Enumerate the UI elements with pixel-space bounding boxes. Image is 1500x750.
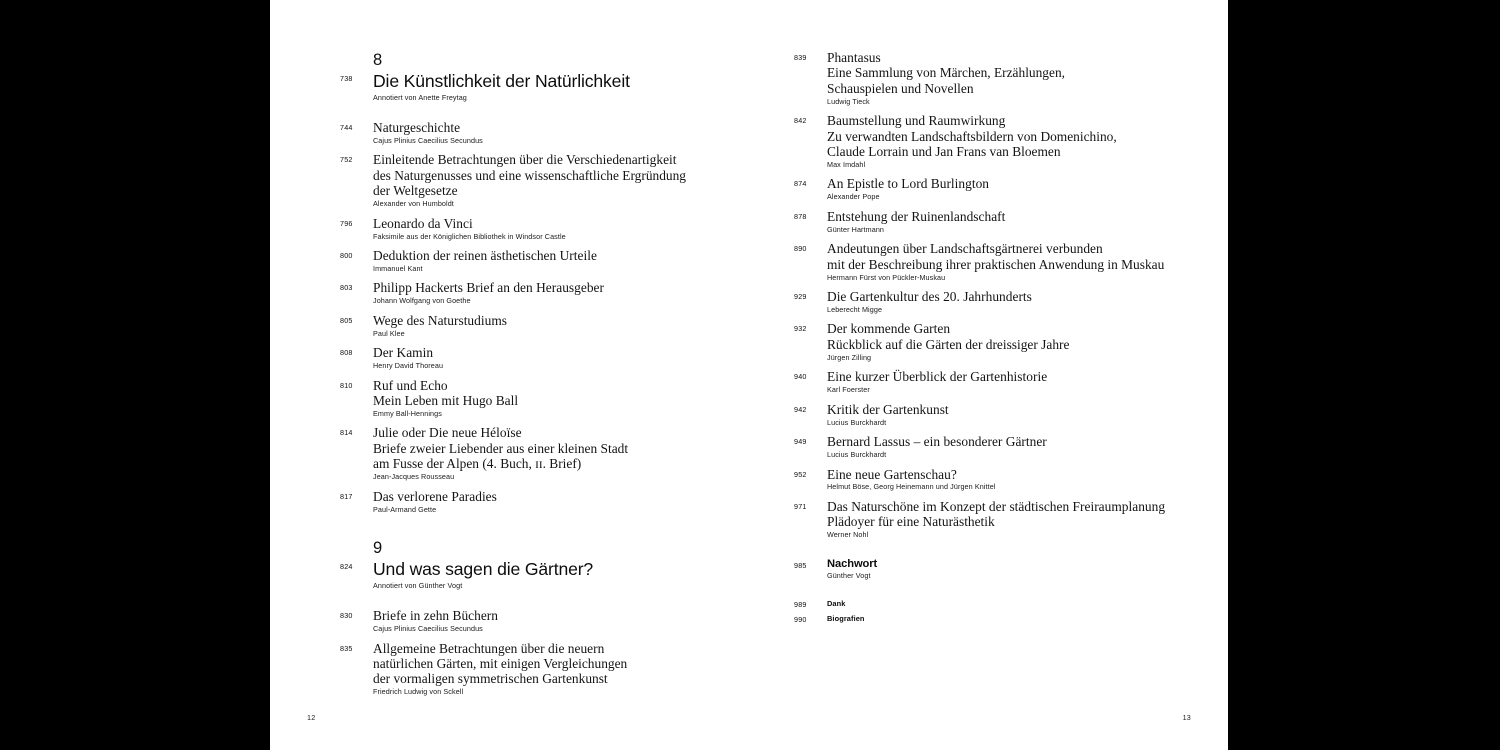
toc-entry[interactable] <box>340 216 720 242</box>
toc-entry-author: Lucius Burckhardt <box>827 450 887 459</box>
toc-entry-author: Max Imdahl <box>827 159 866 169</box>
toc-entry[interactable] <box>340 641 720 698</box>
toc-entry-page-number: 808 <box>340 348 353 358</box>
toc-entry-author: Henry David Thoreau <box>373 361 444 371</box>
toc-entry-title: Briefe in zehn Büchern <box>373 608 498 624</box>
toc-entry-page-number: 874 <box>794 179 807 189</box>
toc-entry-author: Alexander von Humboldt <box>373 199 454 209</box>
toc-entry-subtitle: der vormaligen symmetrischen Gartenkunst <box>373 671 608 687</box>
toc-entry-page-number: 940 <box>794 372 807 382</box>
toc-entry-title: Entstehung der Ruinenlandschaft <box>827 208 1006 224</box>
left-page <box>270 0 749 750</box>
toc-entry-page-number: 878 <box>794 211 807 221</box>
chapter-opener-9[interactable] <box>340 538 720 591</box>
toc-entry-subtitle: Briefe zweier Liebender aus einer kleinen Stadt <box>373 440 629 456</box>
toc-entry[interactable] <box>794 369 1194 395</box>
toc-entry-author: Günter Hartmann <box>827 224 885 234</box>
toc-entry-author: Immanuel Kant <box>373 263 423 273</box>
toc-entry-subtitle: Eine Sammlung von Märchen, Erzählungen, <box>827 65 1065 81</box>
toc-entry-page-number: 890 <box>794 244 807 254</box>
toc-entry[interactable] <box>340 425 720 482</box>
left-toc-entry-list <box>340 120 720 515</box>
toc-entry-subtitle: Schauspielen und Novellen <box>827 80 974 96</box>
toc-entry-subtitle: Claude Lorrain und Jan Frans van Bloemen <box>827 144 1061 160</box>
toc-entry-author: Cajus Plinius Caecilius Secundus <box>373 624 483 633</box>
toc-entry-title: Philipp Hackerts Brief an den Herausgeber <box>373 280 604 296</box>
section-spacer <box>340 521 720 538</box>
toc-entry-subtitle: Zu verwandten Landschaftsbildern von Domenichino, <box>827 128 1117 144</box>
backmatter-title: Dank <box>827 599 846 609</box>
toc-entry-subtitle: Rückblick auf die Gärten der dreissiger Jahre <box>827 336 1070 352</box>
left-toc-entry-list-2 <box>340 608 720 697</box>
toc-entry-page-number: 949 <box>794 437 807 447</box>
toc-entry-author: Helmut Böse, Georg Heinemann und Jürgen Knittel <box>827 482 996 492</box>
toc-entry-title: Phantasus <box>827 50 881 65</box>
toc-entry-page-number: 971 <box>794 501 807 511</box>
toc-entry-page-number: 929 <box>794 292 807 302</box>
toc-entry[interactable] <box>794 241 1194 282</box>
toc-entry-author: Karl Foerster <box>827 385 870 395</box>
toc-entry[interactable] <box>340 152 720 209</box>
chapter-page-number: 738 <box>340 74 353 83</box>
toc-entry-author: Leberecht Migge <box>827 304 883 314</box>
backmatter-author: Günther Vogt <box>827 571 871 581</box>
toc-entry-page-number: 817 <box>340 491 353 501</box>
toc-entry-page-number: 800 <box>340 251 353 261</box>
toc-entry-title: Einleitende Betrachtungen über die Verschiedenartigkeit <box>373 152 677 168</box>
toc-entry-title: Das verlorene Paradies <box>373 488 497 504</box>
toc-entry[interactable] <box>340 345 720 371</box>
toc-entry-title: Bernard Lassus – ein besonderer Gärtner <box>827 434 1047 450</box>
page-folio-right: 13 <box>1182 713 1191 722</box>
book-spread <box>270 0 1228 750</box>
backmatter-entry[interactable] <box>794 614 1194 624</box>
backmatter-page-number: 985 <box>794 560 807 570</box>
toc-entry[interactable] <box>794 434 1194 460</box>
toc-entry-author: Faksimile aus der Königlichen Bibliothek in Windsor Castle <box>373 231 566 241</box>
toc-entry-page-number: 942 <box>794 404 807 414</box>
toc-entry[interactable] <box>794 50 1194 107</box>
toc-entry-page-number: 814 <box>340 428 353 438</box>
toc-entry-author: Lucius Burckhardt <box>827 417 887 427</box>
toc-entry-author: Johann Wolfgang von Goethe <box>373 296 471 306</box>
toc-entry-title: Wege des Naturstudiums <box>373 312 507 328</box>
toc-entry-author: Alexander Pope <box>827 192 880 202</box>
backmatter-entry[interactable] <box>794 558 1194 582</box>
toc-entry-page-number: 835 <box>340 643 353 653</box>
toc-entry-title: Der kommende Garten <box>827 321 951 337</box>
toc-entry-subtitle: am Fusse der Alpen (4. Buch, ɪɪ. Brief) <box>373 456 582 472</box>
right-page-column <box>794 50 1194 629</box>
backmatter-list <box>794 558 1194 625</box>
section-spacer <box>794 547 1194 558</box>
toc-entry-page-number: 842 <box>794 116 807 126</box>
toc-entry-title: Julie oder Die neue Héloïse <box>373 425 522 441</box>
toc-entry-subtitle: natürlichen Gärten, mit einigen Vergleichungen <box>373 655 628 671</box>
chapter-annotation: Annotiert von Anette Freytag <box>373 93 467 102</box>
toc-entry-page-number: 752 <box>340 155 353 165</box>
page-folio-left: 12 <box>307 713 316 722</box>
chapter-annotation: Annotiert von Günther Vogt <box>373 581 463 591</box>
toc-entry-author: Werner Nohl <box>827 530 869 540</box>
backmatter-title: Nachwort <box>827 557 878 570</box>
chapter-number: 8 <box>373 51 383 69</box>
chapter-opener-8[interactable] <box>340 50 720 103</box>
toc-entry[interactable] <box>340 489 720 515</box>
toc-entry-title: Ruf und Echo <box>373 377 448 393</box>
toc-entry-page-number: 839 <box>794 53 807 62</box>
backmatter-title: Biografien <box>827 614 865 624</box>
toc-entry[interactable] <box>794 321 1194 362</box>
toc-entry[interactable] <box>794 289 1194 315</box>
chapter-page-number: 824 <box>340 562 353 572</box>
toc-entry-title: Eine neue Gartenschau? <box>827 466 957 482</box>
toc-entry-title: Naturgeschichte <box>373 120 461 135</box>
toc-entry[interactable] <box>340 378 720 419</box>
toc-entry-title: Der Kamin <box>373 345 434 361</box>
toc-entry-page-number: 932 <box>794 324 807 334</box>
chapter-title: Und was sagen die Gärtner? <box>373 559 594 580</box>
toc-entry-author: Hermann Fürst von Pückler-Muskau <box>827 272 946 282</box>
toc-entry-author: Ludwig Tieck <box>827 96 870 106</box>
toc-entry-title: Eine kurzer Überblick der Gartenhistorie <box>827 369 1048 385</box>
right-toc-entry-list <box>794 50 1194 540</box>
toc-entry-subtitle: der Weltgesetze <box>373 183 458 199</box>
toc-entry-page-number: 810 <box>340 380 353 390</box>
toc-entry-author: Paul-Armand Gette <box>373 504 437 514</box>
toc-entry[interactable] <box>794 176 1194 202</box>
backmatter-page-number: 990 <box>794 615 807 625</box>
toc-entry-subtitle: Mein Leben mit Hugo Ball <box>373 393 519 409</box>
backmatter-entry[interactable] <box>794 599 1194 609</box>
chapter-title: Die Künstlichkeit der Natürlichkeit <box>373 71 630 91</box>
toc-entry-page-number: 803 <box>340 283 353 293</box>
toc-entry[interactable] <box>794 209 1194 235</box>
toc-entry-title: Leonardo da Vinci <box>373 215 473 231</box>
toc-entry-page-number: 796 <box>340 218 353 228</box>
toc-entry-page-number: 744 <box>340 123 353 132</box>
toc-entry-title: Andeutungen über Landschaftsgärtnerei verbunden <box>827 241 1103 257</box>
toc-entry-title: Kritik der Gartenkunst <box>827 401 949 417</box>
toc-entry[interactable] <box>340 248 720 274</box>
toc-entry-subtitle: Plädoyer für eine Naturästhetik <box>827 514 995 530</box>
chapter-number: 9 <box>373 539 383 558</box>
toc-entry-subtitle: des Naturgenusses und eine wissenschaftliche Ergründung <box>373 167 686 183</box>
toc-entry-author: Friedrich Ludwig von Sckell <box>373 687 464 697</box>
toc-entry[interactable] <box>794 467 1194 493</box>
toc-entry[interactable] <box>794 402 1194 428</box>
toc-entry[interactable] <box>340 280 720 306</box>
toc-entry-title: Die Gartenkultur des 20. Jahrhunderts <box>827 289 1032 305</box>
toc-entry-page-number: 805 <box>340 315 353 325</box>
toc-entry-author: Emmy Ball-Hennings <box>373 408 442 418</box>
backmatter-page-number: 989 <box>794 600 807 610</box>
toc-entry-author: Jean-Jacques Rousseau <box>373 472 455 482</box>
toc-entry-title: Deduktion der reinen ästhetischen Urteile <box>373 248 597 264</box>
left-page-column <box>340 50 720 704</box>
right-page <box>749 0 1228 750</box>
toc-entry-title: An Epistle to Lord Burlington <box>827 176 989 192</box>
toc-entry[interactable] <box>794 113 1194 170</box>
toc-entry-subtitle: mit der Beschreibung ihrer praktischen Anwendung in Muskau <box>827 256 1165 272</box>
toc-entry-author: Cajus Plinius Caecilius Secundus <box>373 135 483 145</box>
toc-entry-page-number: 952 <box>794 469 807 479</box>
toc-entry-author: Jürgen Zilling <box>827 352 872 362</box>
toc-entry-title: Baumstellung und Raumwirkung <box>827 113 1006 129</box>
toc-entry-page-number: 830 <box>340 611 353 621</box>
toc-entry[interactable] <box>794 499 1194 540</box>
toc-entry-title: Das Naturschöne im Konzept der städtischen Freiraumplanung <box>827 498 1166 514</box>
toc-entry[interactable] <box>340 120 720 146</box>
toc-entry[interactable] <box>340 608 720 634</box>
toc-entry-title: Allgemeine Betrachtungen über die neuern <box>373 640 605 656</box>
toc-entry[interactable] <box>340 313 720 339</box>
toc-entry-author: Paul Klee <box>373 328 405 338</box>
